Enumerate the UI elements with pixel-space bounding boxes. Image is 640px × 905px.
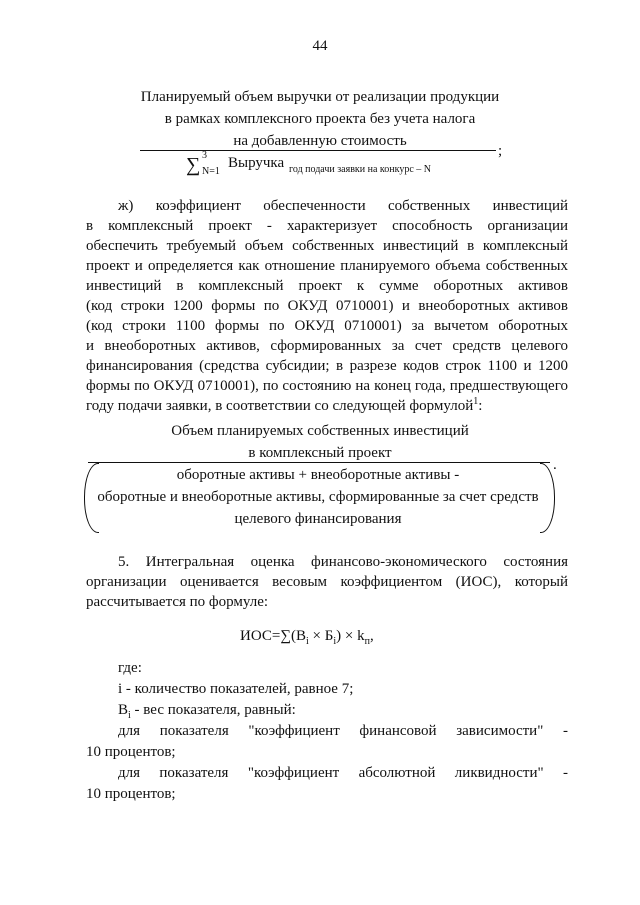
formula3 [240, 628, 374, 645]
formula2-denominator-line2: оборотные и внеоборотные активы, сформированные за счет средств [97, 489, 539, 505]
paragraph-zh-line: обеспечить требуемый объем собственных инвестиций в комплексный [86, 238, 568, 254]
paragraph-zh-line: в комплексный проект - характеризует способность организации [86, 218, 568, 234]
where-label: где: [118, 660, 142, 676]
b-symbol: В [118, 702, 129, 718]
b-subscript: i [128, 710, 131, 721]
b-text: - вес показателя, равный: [130, 702, 296, 718]
paragraph-zh-last-text: году подачи заявки, в соответствии со следующей формулой [86, 398, 474, 414]
formula3-sub-i1: i [306, 636, 309, 647]
formula3-end: , [369, 628, 374, 644]
paragraph-zh-line: и внеоборотных активов, сформированных за счет средств целевого [86, 338, 568, 354]
formula1-denominator [186, 150, 486, 180]
item2-continuation: 10 процентов; [86, 786, 176, 802]
sum-lower-limit: N=1 [202, 166, 220, 177]
paragraph-zh-last-line [86, 396, 568, 416]
formula1-numerator-line1: Планируемый объем выручки от реализации продукции [140, 89, 500, 105]
formula2-numerator-line1: Объем планируемых собственных инвестиций [171, 423, 469, 439]
formula2-fraction-bar [88, 462, 550, 463]
formula3-lhs: ИОС= [240, 628, 281, 644]
paragraph-zh-line: формы по ОКУД 0710001), по состоянию на конец года, предшествующего [86, 378, 568, 394]
paragraph-5 [86, 552, 568, 612]
footnote-mark: 1 [473, 396, 479, 407]
formula1-numerator-line2: в рамках комплексного проекта без учета налога [164, 111, 476, 127]
paragraph-5-line: 5. Интегральная оценка финансово-экономического состояния [118, 554, 568, 570]
sum-upper-limit: 3 [202, 150, 207, 161]
page-number: 44 [312, 38, 328, 54]
formula2-terminator: . [553, 457, 557, 473]
paragraph-5-last-line: рассчитывается по формуле: [86, 594, 269, 610]
formula2-denominator-line1: оборотные активы + внеоборотные активы - [176, 467, 460, 483]
sum-symbol: ∑ [186, 154, 201, 176]
paragraph-zh-line: проект и определяется как отношение планируемого объема собственных [86, 258, 568, 274]
formula1-numerator-line3: на добавленную стоимость [233, 133, 407, 149]
i-definition: i - количество показателей, равное 7; [118, 681, 354, 697]
sum-term-subscript: год подачи заявки на конкурс – N [289, 164, 432, 175]
item1-line: для показателя "коэффициент финансовой зависимости" - [118, 723, 568, 739]
item2-line: для показателя "коэффициент абсолютной ликвидности" - [118, 765, 568, 781]
formula2-numerator-line2: в комплексный проект [248, 445, 392, 461]
sum-term: Выручка [228, 155, 285, 171]
paragraph-zh [86, 196, 568, 416]
paragraph-zh-line: (код строки 1100 формы по ОКУД 0710001) за вычетом оборотных [86, 318, 568, 334]
definitions [86, 658, 568, 805]
paragraph-zh-colon: : [478, 398, 483, 414]
b-definition [86, 700, 568, 721]
paragraph-5-line: организации оценивается весовым коэффициентом (ИОС), который [86, 574, 568, 590]
paragraph-zh-line: (код строки 1200 формы по ОКУД 0710001) и внеоборотных активов [86, 298, 568, 314]
formula3-close: ) × k [336, 628, 365, 644]
paragraph-zh-line: финансирования (средства субсидии; в разрезе кодов строк 1100 и 1200 [86, 358, 568, 374]
formula1-terminator: ; [498, 143, 503, 159]
item1-continuation: 10 процентов; [86, 744, 176, 760]
formula3-sub-p: п [364, 636, 370, 647]
formula3-sum: ∑(В [280, 628, 307, 644]
paragraph-zh-line: инвестиций в комплексный проект к сумме оборотных активов [86, 278, 568, 294]
formula3-times: × Б [308, 628, 334, 644]
formula3-sub-i2: i [333, 636, 337, 647]
formula2-denominator-line3: целевого финансирования [234, 511, 402, 527]
paragraph-zh-line: ж) коэффициент обеспеченности собственных инвестиций [118, 198, 568, 214]
